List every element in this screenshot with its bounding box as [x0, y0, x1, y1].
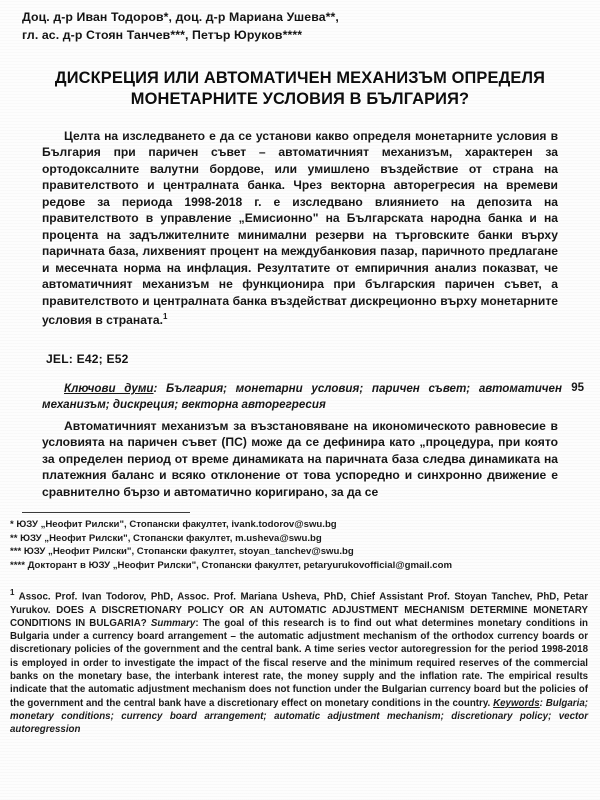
- keywords-label-bg: Ключови думи: [64, 382, 154, 395]
- footnote-item: [10, 532, 582, 546]
- abstract-text: Целта на изследването е да се установи какво определя монетарните условия в България при паричен съвет – автоматичният механизъм, характерен за ортодоксалните валутни бордове, или умишлено въздействие от страна на правителството и централната банка. Чрез векторна авторегресия на времеви редове за периода 1998-2018 г. е изследвано влиянието на депозита на правителството в управление „Емисионно" на Българската народна банка и на процента на задължителните минимални резерви на търговските банки върху паричната база, лихвеният процент на междубанковия пазар, паричното предлагане и месечната норма на инфлация. Резултатите от емпиричния анализ показват, че автоматичният механизъм не функционира при българския паричен съвет, а правителството и централната банка въздействат дискреционно върху монетарните условия в страната.: [42, 129, 558, 328]
- summary-authors-en: Assoc. Prof. Ivan Todorov, PhD, Assoc. Prof. Mariana Usheva, PhD, Chief Assistant Prof. Stoyan Tanchev, PhD, Petar Yurukov.: [10, 591, 588, 616]
- keywords-list-bg: : България; монетарни условия; паричен съвет; автоматичен механизъм; дискреция; векторна авторегресия: [42, 382, 562, 411]
- author-line-2: гл. ас. д-р Стоян Танчев***, Петър Юруков****: [22, 28, 303, 42]
- summary-label: Summary: [150, 617, 196, 629]
- footnote-text: ЮЗУ „Неофит Рилски", Стопански факултет, ivank.todorov@swu.bg: [13, 519, 337, 530]
- footnote-text: Докторант в ЮЗУ „Неофит Рилски", Стопански факултет, petaryurukovofficial@gmail.com: [24, 560, 453, 572]
- footnote-item: [10, 518, 582, 532]
- jel-codes: JEL: E42; E52: [46, 352, 129, 366]
- footnote-text: ЮЗУ „Неофит Рилски", Стопански факултет, m.usheva@swu.bg: [17, 532, 322, 544]
- english-summary: [10, 586, 588, 737]
- body-paragraph: [42, 418, 558, 500]
- author-line-1: Доц. д-р Иван Тодоров*, доц. д-р Мариана Ушева**,: [22, 10, 339, 24]
- keywords-bulgarian: [42, 381, 562, 413]
- footnote-text: ЮЗУ „Неофит Рилски", Стопански факултет, stoyan_tanchev@swu.bg: [21, 546, 354, 558]
- footnote-marker: ***: [10, 546, 22, 558]
- footnote-block: [10, 518, 582, 573]
- abstract-footnote-marker: 1: [162, 311, 168, 321]
- summary-text-en: : The goal of this research is to find out what determines monetary conditions in Bulgaria under a currency board arrangement – the automatic adjustment mechanism of the orthodox currency boards or discretionary policies of the government and the central bank. A time series vector autoregression for the period 1998-2018 is employed in order to investigate the impact of the fiscal reserve and the minimum required reserves of the commercial banks on the monetary base, the interbank interest rate, the money supply and the inflation rate. The empirical results indicate that the automatic adjustment mechanism does not function under the Bulgarian currency board but the policies of the government and the central bank have a discretionary effect on monetary conditions in the country.: [10, 617, 588, 709]
- title-line-1: ДИСКРЕЦИЯ ИЛИ АВТОМАТИЧЕН МЕХАНИЗЪМ ОПРЕДЕЛЯ: [54, 69, 546, 87]
- body-text: Автоматичният механизъм за възстановяване на икономическото равновесие в условията на паричен съвет (ПС) може да се дефинира като „процедура, при която за определен период от време динамиката на паричната база следва динамиката на платежния баланс и всяко отклонение от това успоредно и синхронно движение е сравнително бързо и автоматично коригирано, за да се: [42, 419, 558, 499]
- summary-note-number: 1: [10, 588, 15, 597]
- footnote-item: [10, 559, 582, 573]
- keywords-list-en: : Bulgaria; monetary conditions; currency board arrangement; automatic adjustment mechanism; discretionary policy; vector autoregression: [10, 697, 588, 736]
- page-number: 95: [571, 382, 584, 394]
- author-line-block: [22, 8, 578, 44]
- title-line-2: МОНЕТАРНИТЕ УСЛОВИЯ В БЪЛГАРИЯ?: [130, 90, 470, 108]
- footnote-divider: [22, 512, 190, 513]
- summary-title-en: DOES A DISCRETIONARY POLICY OR AN AUTOMATIC ADJUSTMENT MECHANISM DETERMINE MONETARY CONDITIONS IN BULGARIA?: [10, 604, 588, 629]
- keywords-label-en: Keywords: [493, 697, 540, 709]
- footnote-marker: *: [10, 519, 14, 530]
- footnote-marker: **: [10, 532, 18, 544]
- footnote-item: [10, 545, 582, 559]
- page-title: [18, 68, 582, 110]
- footnote-marker: ****: [10, 560, 25, 572]
- abstract-bulgarian: [42, 128, 558, 328]
